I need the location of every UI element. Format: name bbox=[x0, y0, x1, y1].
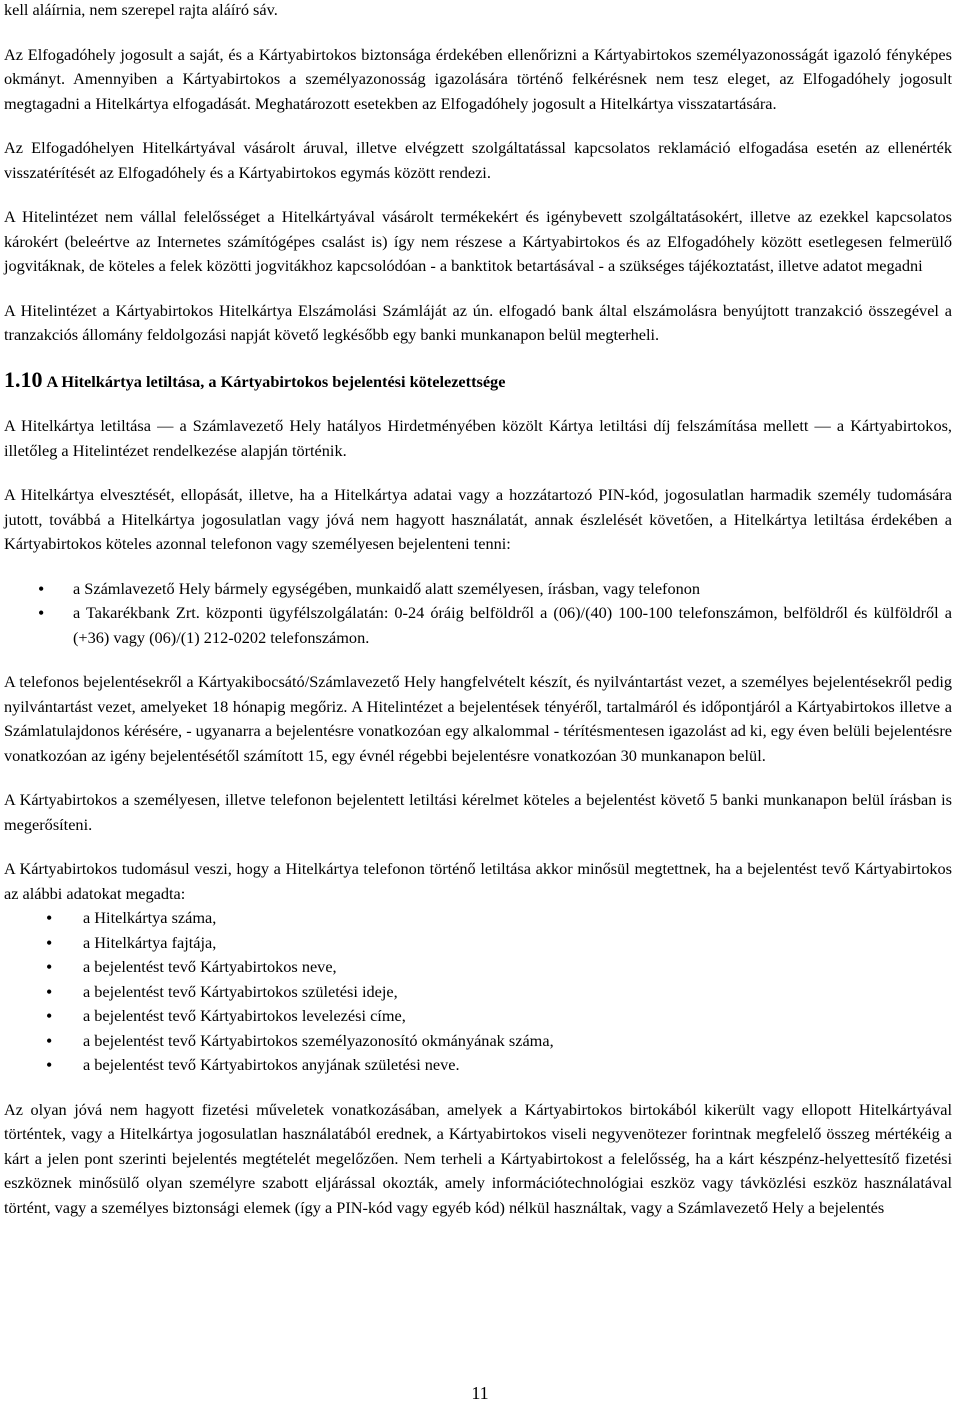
list-item: • a Hitelkártya fajtája, bbox=[4, 931, 952, 956]
paragraph: A telefonos bejelentésekről a Kártyakibocsátó/Számlavezető Hely hangfelvételt készít, és nyilvántartást vezet, a személyes bejelentésekről pedig nyilvántartást vezet, amelyeket 18 hónapig megőriz. A Hitelintézet a bejelentések tényéről, tartalmáról és időpontjáról a Kártyabirtokos illetve a Számlatulajdonos kérésére, - ugyanarra a bejelentésre vonatkozóan egy alkalommal - térítésmentesen igazolást ad ki, egy éven belüli bejelentésre vonatkozóan az igény bejelentésétől számított 15, egy évnél régebbi bejelentésre vonatkozóan 30 munkanapon belül. bbox=[4, 672, 952, 765]
list-item: • a bejelentést tevő Kártyabirtokos anyjának születési neve. bbox=[4, 1053, 952, 1078]
document-page bbox=[4, 0, 952, 1220]
paragraph: Az Elfogadóhely jogosult a saját, és a Kártyabirtokos biztonsága érdekében ellenőrizni a Kártyabirtokos személyazonosságát igazoló fényképes okmányt. Amennyiben a Kártyabirtokos a személyazonosság igazolására történő felkérésnek nem tesz eleget, az Elfogadóhely jogosult megtagadni a Hitelkártya elfogadását. Meghatározott esetekben az Elfogadóhely jogosult a Hitelkártya visszatartására. bbox=[4, 44, 952, 113]
section-number: 1.10 bbox=[4, 366, 43, 392]
list-item: • a Számlavezető Hely bármely egységében, munkaidő alatt személyesen, írásban, vagy telefonon bbox=[4, 577, 952, 602]
list-item: • a bejelentést tevő Kártyabirtokos születési ideje, bbox=[4, 980, 952, 1005]
list-item: • a bejelentést tevő Kártyabirtokos levelezési címe, bbox=[4, 1004, 952, 1029]
paragraph: A Kártyabirtokos a személyesen, illetve telefonon bejelentett letiltási kérelmet köteles a bejelentést követő 5 banki munkanapon belül írásban is megerősíteni. bbox=[4, 790, 952, 834]
paragraph: kell aláírnia, nem szerepel rajta aláíró sáv. bbox=[4, 0, 278, 19]
list-item: • a Takarékbank Zrt. központi ügyfélszolgálatán: 0-24 óráig belföldről a (06)/(40) 100-100 telefonszámon, belföldről és külföldről a (+36) vagy (06)/(1) 212-0202 telefonszámon. bbox=[4, 601, 952, 650]
list-item: • a bejelentést tevő Kártyabirtokos személyazonosító okmányának száma, bbox=[4, 1029, 952, 1054]
paragraph: Az Elfogadóhelyen Hitelkártyával vásárolt áruval, illetve elvégzett szolgáltatással kapcsolatos reklamáció elfogadása esetén az ellenérték visszatérítését az Elfogadóhely és a Kártyabirtokos egymás között rendezi. bbox=[4, 138, 952, 182]
paragraph: A Hitelintézet a Kártyabirtokos Hitelkártya Elszámolási Számláját az ún. elfogadó bank által elszámolásra benyújtott tranzakció összegével a tranzakciós állomány feldolgozási napját követő legkésőbb egy banki munkanapon belül megterheli. bbox=[4, 300, 952, 344]
paragraph: Az olyan jóvá nem hagyott fizetési műveletek vonatkozásában, amelyek a Kártyabirtokos birtokából kikerült vagy ellopott Hitelkártyával történtek, vagy a Hitelkártya jogosulatlan használatából erednek, a Kártyabirtokos viseli negyvenötezer forintnak megfelelő összeg mértékéig a kárt a jelen pont szerinti bejelentés megtételét megelőzően. Nem terheli a Kártyabirtokost a felelősség, ha a kárt készpénz-helyettesítő fizetési eszköznek minősülő olyan személyre szabott eljárással okozták, amely információtechnológiai eszköz vagy távközlési eszköz használatával történt, vagy a személyes biztonsági elemek (így a PIN-kód vagy egyéb kód) nélkül használtak, vagy a Számlavezető Hely a bejelentés bbox=[4, 1099, 952, 1217]
page-number: 11 bbox=[471, 1383, 489, 1403]
paragraph: A Hitelkártya letiltása — a Számlavezető Hely hatályos Hirdetményében közölt Kártya letiltási díj felszámítása mellett — a Kártyabirtokos, illetőleg a Hitelintézet rendelkezése alapján történik. bbox=[4, 416, 952, 460]
list-item: • a bejelentést tevő Kártyabirtokos neve, bbox=[4, 955, 952, 980]
paragraph: A Hitelintézet nem vállal felelősséget a Hitelkártyával vásárolt termékekért és igénybevett szolgáltatásokért, illetve az ezekkel kapcsolatos károkért (beleértve az Internetes számítógépes csalást is) így nem részese a Kártyabirtokos és az Elfogadóhely között esetlegesen felmerülő jogvitáknak, de köteles a felek közötti jogvitákhoz kapcsolódóan - a banktitok betartásával - a szükséges tájékoztatást, illetve adatot megadni bbox=[4, 207, 952, 275]
required-data-list bbox=[4, 906, 952, 1078]
list-item: • a Hitelkártya száma, bbox=[4, 906, 952, 931]
report-channel-list bbox=[4, 577, 952, 651]
section-title: A Hitelkártya letiltása, a Kártyabirtokos bejelentési kötelezettsége bbox=[46, 371, 506, 391]
paragraph: A Kártyabirtokos tudomásul veszi, hogy a Hitelkártya telefonon történő letiltása akkor minősül megtettnek, ha a bejelentést tevő Kártyabirtokos az alábbi adatokat megadta: bbox=[4, 859, 952, 903]
section-heading bbox=[4, 368, 952, 395]
paragraph: A Hitelkártya elvesztését, ellopását, illetve, ha a Hitelkártya adatai vagy a hozzátartozó PIN-kód, jogosulatlan harmadik személy tudomására jutott, továbbá a Hitelkártya jogosulatlan vagy jóvá nem hagyott használatát, annak észlelését követően, a Hitelkártya letiltása érdekében a Kártyabirtokos köteles azonnal telefonon vagy személyesen bejelenteni tenni: bbox=[4, 485, 952, 553]
